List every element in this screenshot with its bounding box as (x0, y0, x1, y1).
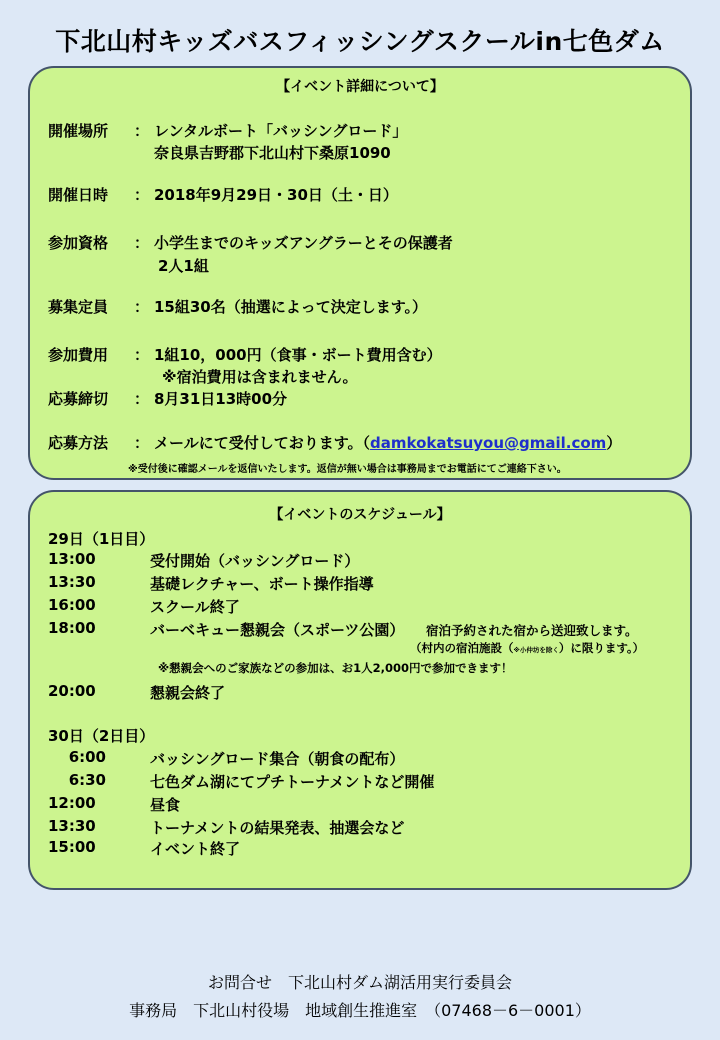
office-line: 事務局 下北山村役場 地域創生推進室 （07468－6－0001） (129, 1001, 591, 1020)
bbq-transport-note: 宿泊予約された宿から送迎致します。 (426, 623, 638, 638)
schedule-event: 七色ダム湖にてプチトーナメントなど開催 (150, 773, 435, 791)
method-suffix: ） (606, 434, 622, 452)
schedule-event: スクール終了 (150, 598, 240, 616)
schedule-time: 6:30 (68, 771, 106, 789)
schedule-time: 13:30 (48, 573, 96, 591)
day1-label: 29日（1日目） (48, 530, 155, 548)
schedule-time: 6:00 (68, 748, 106, 766)
page-title: 下北山村キッズバスフィッシングスクールin七色ダム (55, 27, 665, 56)
capacity-value: 15組30名（抽選によって決定します。） (154, 298, 428, 316)
schedule-event: バッシングロード集合（朝食の配布） (150, 750, 405, 768)
schedule-event: 懇親会終了 (150, 684, 226, 702)
deadline-label: 応募締切 (48, 390, 109, 408)
venue-label: 開催場所 (48, 122, 109, 140)
eligibility-group: 2人1組 (158, 257, 209, 275)
schedule-event: バーベキュー懇親会（スポーツ公園） (150, 621, 405, 639)
capacity-label: 募集定員 (48, 298, 109, 316)
schedule-event: 基礎レクチャー、ボート操作指導 (150, 575, 374, 593)
bbq-lodging-note (410, 640, 644, 656)
event-details-panel (28, 66, 692, 480)
fee-label: 参加費用 (48, 346, 109, 364)
date-value: 2018年9月29日・30日（土・日） (154, 186, 398, 204)
method-colon: ： (134, 434, 150, 452)
schedule-time: 13:00 (48, 550, 96, 568)
contact-line: お問合せ 下北山村ダム湖活用実行委員会 (207, 973, 512, 992)
deadline-value: 8月31日13時00分 (154, 390, 288, 408)
schedule-event: 受付開始（バッシングロード） (150, 552, 360, 570)
lodging-note-pre: （村内の宿泊施設（ (410, 641, 514, 655)
schedule-time: 16:00 (48, 596, 96, 614)
schedule-time: 18:00 (48, 619, 96, 637)
method-prefix: メールにて受付しております。（ (154, 434, 371, 452)
family-fee-note: ※懇親会へのご家族などの参加は、お1人2,000円で参加できます！ (158, 661, 513, 675)
lodging-note-exception: ※小仲坊を除く (513, 646, 559, 654)
fee-value: 1組10，000円（食事・ボート費用含む） (154, 346, 442, 364)
schedule-time: 13:30 (48, 817, 96, 835)
schedule-time: 20:00 (48, 682, 96, 700)
eligibility-colon: ： (134, 234, 150, 252)
method-value (154, 432, 621, 453)
venue-colon: ： (134, 122, 150, 140)
fee-colon: ： (134, 346, 150, 364)
method-label: 応募方法 (48, 434, 109, 452)
venue-name: レンタルボート「バッシングロード」 (154, 122, 408, 140)
venue-address: 奈良県吉野郡下北山村下桑原1090 (154, 144, 391, 162)
schedule-event: トーナメントの結果発表、抽選会など (150, 819, 405, 837)
deadline-colon: ： (134, 390, 150, 408)
lodging-note-post: ）に限ります。） (558, 641, 645, 655)
event-schedule-panel (28, 490, 692, 890)
capacity-colon: ： (134, 298, 150, 316)
reply-note: ※受付後に確認メールを返信いたします。返信が無い場合は事務局までお電話にてご連絡下さい。 (128, 464, 567, 475)
details-heading: 【イベント詳細について】 (276, 79, 444, 95)
date-colon: ： (134, 186, 150, 204)
fee-note: ※宿泊費用は含まれません。 (162, 368, 358, 386)
schedule-event: 昼食 (150, 796, 181, 814)
day2-label: 30日（2日目） (48, 727, 155, 745)
eligibility-label: 参加資格 (48, 234, 109, 252)
schedule-time: 15:00 (48, 838, 96, 856)
schedule-event: イベント終了 (150, 840, 241, 858)
schedule-time: 12:00 (48, 794, 96, 812)
schedule-heading: 【イベントのスケジュール】 (269, 507, 451, 523)
date-label: 開催日時 (48, 186, 109, 204)
eligibility-value: 小学生までのキッズアングラーとその保護者 (154, 234, 453, 252)
email-link[interactable]: damkokatsuyou@gmail.com (370, 434, 607, 452)
